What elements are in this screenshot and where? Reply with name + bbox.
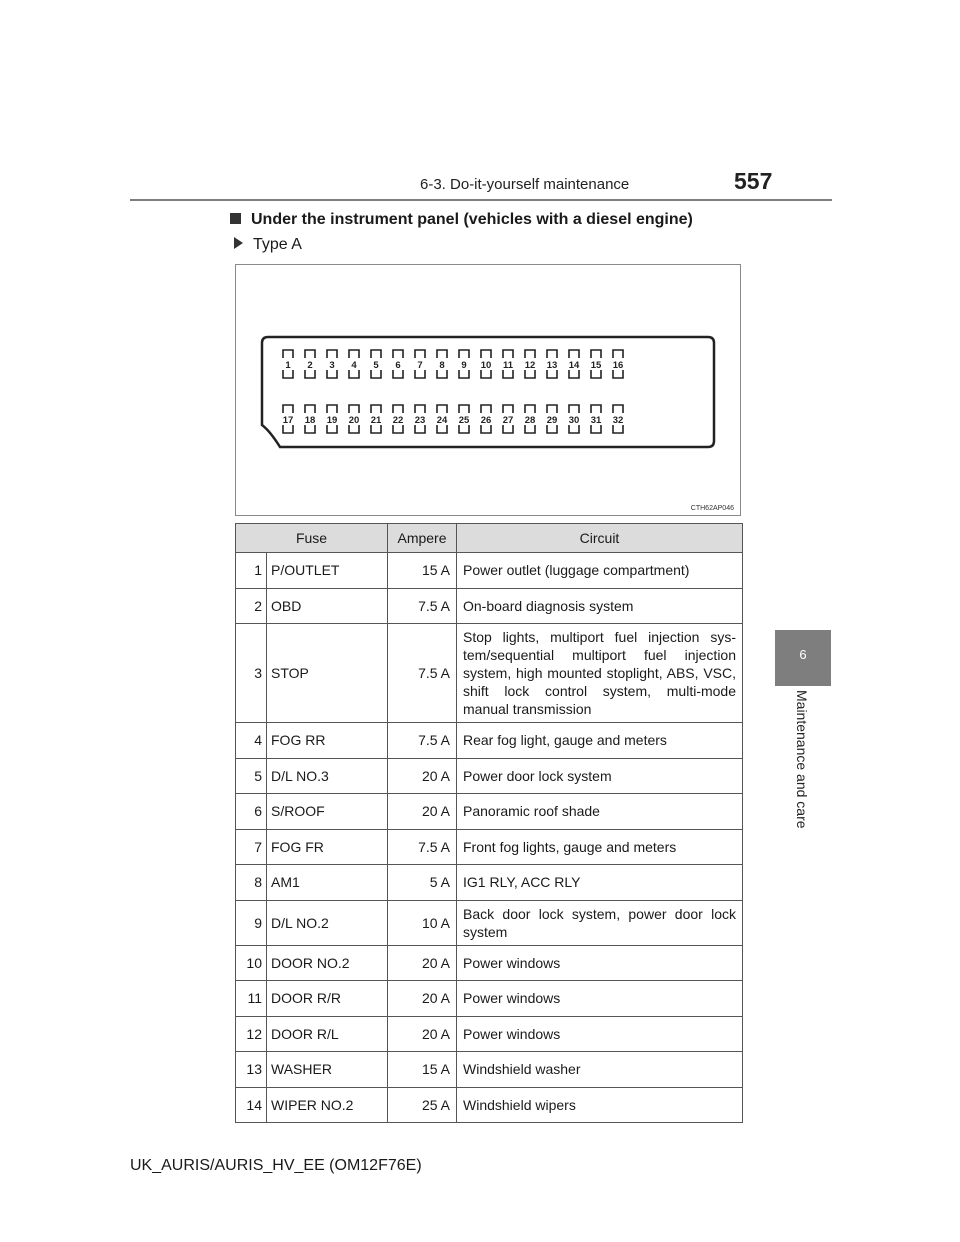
fuse-slot-bottom	[349, 370, 359, 378]
fuse-circuit: Power outlet (luggage compartment)	[457, 553, 743, 589]
fuse-slot-top	[613, 405, 623, 413]
fuse-slot-number: 18	[304, 415, 316, 426]
subheading	[234, 236, 302, 254]
fuse-slot-top	[371, 350, 381, 358]
fuse-slot-top	[613, 350, 623, 358]
section-heading	[230, 211, 693, 229]
fuse-slot-top	[305, 350, 315, 358]
fuse-slot	[525, 350, 536, 378]
fuse-name: FOG FR	[267, 829, 388, 865]
header-ampere: Ampere	[388, 524, 457, 553]
section-heading-text: Under the instrument panel (vehicles with a diesel engine)	[251, 211, 693, 228]
fuse-slot	[283, 350, 293, 378]
table-row	[236, 1016, 743, 1052]
fuse-slot-bottom	[393, 425, 403, 433]
fuse-number: 14	[236, 1087, 267, 1123]
table-row	[236, 553, 743, 589]
fuse-slot-bottom	[371, 370, 381, 378]
fuse-slot	[283, 405, 294, 433]
fuse-name: OBD	[267, 588, 388, 624]
fuse-name: WIPER NO.2	[267, 1087, 388, 1123]
fuse-slot-number: 30	[568, 415, 580, 426]
fuse-slot-number: 26	[480, 415, 492, 426]
header-circuit: Circuit	[457, 524, 743, 553]
fuse-slot-number: 7	[417, 360, 423, 371]
fuse-slot-top	[591, 350, 601, 358]
fuse-circuit: Rear fog light, gauge and meters	[457, 723, 743, 759]
fuse-slot	[437, 350, 447, 378]
fuse-slot-number: 22	[392, 415, 404, 426]
fuse-slot-bottom	[371, 425, 381, 433]
fuse-slot-bottom	[481, 425, 491, 433]
fuse-slot-number: 5	[373, 360, 379, 371]
fuse-number: 9	[236, 900, 267, 945]
fuse-number: 12	[236, 1016, 267, 1052]
fuse-slot-bottom	[525, 425, 535, 433]
fuse-number: 10	[236, 945, 267, 981]
fuse-slot-top	[437, 350, 447, 358]
fuse-slot-bottom	[591, 370, 601, 378]
fuse-slot-top	[503, 405, 513, 413]
fuse-slot-top	[547, 350, 557, 358]
fuse-slot-top	[459, 350, 469, 358]
header-rule	[130, 199, 832, 201]
fuse-slot-top	[327, 405, 337, 413]
fuse-slot-top	[481, 405, 491, 413]
fuse-slot-top	[437, 405, 447, 413]
fuse-slot	[459, 350, 469, 378]
fuse-slot	[349, 405, 360, 433]
fuse-slot-bottom	[327, 370, 337, 378]
table-row	[236, 624, 743, 723]
fuse-slot	[415, 405, 426, 433]
fuse-slot-number: 13	[546, 360, 558, 371]
fuse-slot	[415, 350, 425, 378]
fuse-ampere: 20 A	[388, 945, 457, 981]
fuse-slot	[327, 350, 337, 378]
table-row	[236, 981, 743, 1017]
fuse-row-1	[283, 350, 623, 378]
fuse-slot	[305, 405, 316, 433]
fuse-circuit: Power windows	[457, 1016, 743, 1052]
fuse-slot-bottom	[459, 370, 469, 378]
fuse-slot-number: 11	[502, 360, 514, 371]
fuse-slot-number: 17	[282, 415, 294, 426]
fuse-number: 11	[236, 981, 267, 1017]
fuse-slot-bottom	[591, 425, 601, 433]
fuse-slot-number: 25	[458, 415, 470, 426]
fuse-slot-number: 6	[395, 360, 401, 371]
fuse-slot-number: 32	[612, 415, 624, 426]
fuse-slot	[503, 350, 514, 378]
side-tab-label: Maintenance and care	[794, 690, 810, 829]
fuse-slot-bottom	[503, 425, 513, 433]
fuse-slot	[503, 405, 514, 433]
fuse-name: DOOR NO.2	[267, 945, 388, 981]
fuse-circuit: Power windows	[457, 945, 743, 981]
fuse-ampere: 15 A	[388, 553, 457, 589]
fuse-slot-top	[547, 405, 557, 413]
fuse-name: STOP	[267, 624, 388, 723]
fuse-slot-bottom	[613, 425, 623, 433]
fuse-name: DOOR R/L	[267, 1016, 388, 1052]
fuse-slot	[547, 405, 558, 433]
fuse-name: WASHER	[267, 1052, 388, 1088]
fuse-circuit: On-board diagnosis system	[457, 588, 743, 624]
fuse-slot-number: 3	[329, 360, 335, 371]
fuse-slot-bottom	[613, 370, 623, 378]
fuse-slot-top	[459, 405, 469, 413]
fuse-ampere: 20 A	[388, 758, 457, 794]
side-tab: 6	[775, 630, 831, 686]
fuse-slot-bottom	[305, 370, 315, 378]
fuse-number: 6	[236, 794, 267, 830]
table-row	[236, 829, 743, 865]
fuse-slot-top	[569, 350, 579, 358]
fuse-ampere: 20 A	[388, 981, 457, 1017]
fuse-slot-bottom	[305, 425, 315, 433]
fuse-number: 5	[236, 758, 267, 794]
fuse-table	[235, 523, 743, 1123]
fuse-slot-bottom	[283, 425, 293, 433]
subheading-text: Type A	[253, 236, 302, 253]
fuse-slot-bottom	[547, 425, 557, 433]
fuse-slot	[613, 405, 624, 433]
fuse-ampere: 7.5 A	[388, 588, 457, 624]
fuse-ampere: 7.5 A	[388, 723, 457, 759]
fuse-slot	[437, 405, 448, 433]
fuse-slot-bottom	[503, 370, 513, 378]
fuse-slot-number: 2	[307, 360, 313, 371]
fuse-number: 8	[236, 865, 267, 901]
fuse-name: S/ROOF	[267, 794, 388, 830]
fuse-slot-bottom	[327, 425, 337, 433]
fuse-slot-top	[525, 350, 535, 358]
fuse-slot-bottom	[569, 370, 579, 378]
fuse-circuit: Windshield washer	[457, 1052, 743, 1088]
table-row	[236, 1052, 743, 1088]
fuse-circuit: Windshield wipers	[457, 1087, 743, 1123]
fuse-slot-bottom	[415, 425, 425, 433]
table-row	[236, 865, 743, 901]
fuse-table-body	[236, 553, 743, 1123]
fuse-slot	[525, 405, 536, 433]
fuse-slot-top	[415, 405, 425, 413]
fuse-slot	[393, 350, 403, 378]
fuse-ampere: 15 A	[388, 1052, 457, 1088]
fuse-slot-number: 21	[370, 415, 382, 426]
header-section-title: 6-3. Do-it-yourself maintenance	[420, 176, 630, 193]
fuse-circuit: Front fog lights, gauge and meters	[457, 829, 743, 865]
fuse-slot-top	[415, 350, 425, 358]
fuse-box-svg	[236, 265, 742, 517]
fuse-slot-top	[393, 350, 403, 358]
fuse-slot-number: 20	[348, 415, 360, 426]
fuse-slot-bottom	[437, 425, 447, 433]
fuse-slot-bottom	[283, 370, 293, 378]
fuse-slot-number: 1	[285, 360, 291, 371]
fuse-slot	[613, 350, 624, 378]
fuse-number: 4	[236, 723, 267, 759]
fuse-slot-top	[591, 405, 601, 413]
header-fuse: Fuse	[236, 524, 388, 553]
fuse-circuit: IG1 RLY, ACC RLY	[457, 865, 743, 901]
fuse-slot-top	[283, 350, 293, 358]
fuse-box-diagram	[235, 264, 741, 516]
fuse-slot-bottom	[415, 370, 425, 378]
fuse-slot-bottom	[569, 425, 579, 433]
fuse-number: 1	[236, 553, 267, 589]
fuse-slot-number: 16	[612, 360, 624, 371]
table-row	[236, 723, 743, 759]
fuse-slot-number: 10	[480, 360, 492, 371]
fuse-name: D/L NO.2	[267, 900, 388, 945]
fuse-slot-top	[393, 405, 403, 413]
fuse-slot	[305, 350, 315, 378]
fuse-box-outline	[262, 337, 714, 447]
fuse-name: P/OUTLET	[267, 553, 388, 589]
fuse-slot-number: 29	[546, 415, 558, 426]
fuse-circuit: Stop lights, multiport fuel injection sys-tem/sequential multiport fuel injection system, high mounted stoplight, ABS, VSC, shift lock control system, multi-mode manual transmission	[457, 624, 743, 723]
fuse-slot	[569, 405, 580, 433]
fuse-name: AM1	[267, 865, 388, 901]
page-number: 557	[734, 168, 773, 194]
fuse-slot	[349, 350, 359, 378]
fuse-number: 3	[236, 624, 267, 723]
fuse-slot	[393, 405, 404, 433]
table-row	[236, 588, 743, 624]
fuse-row-2	[283, 405, 624, 433]
fuse-slot-number: 9	[461, 360, 467, 371]
fuse-slot-bottom	[459, 425, 469, 433]
fuse-circuit: Power windows	[457, 981, 743, 1017]
fuse-slot-top	[525, 405, 535, 413]
footer-model-code: UK_AURIS/AURIS_HV_EE (OM12F76E)	[130, 1157, 422, 1174]
table-header-row	[236, 524, 743, 553]
fuse-slot-number: 24	[436, 415, 448, 426]
fuse-ampere: 20 A	[388, 1016, 457, 1052]
fuse-number: 7	[236, 829, 267, 865]
fuse-slot-number: 4	[351, 360, 357, 371]
fuse-slot-number: 19	[326, 415, 338, 426]
table-row	[236, 1087, 743, 1123]
fuse-slot-number: 31	[590, 415, 602, 426]
diagram-code: CTH62AP046	[690, 505, 734, 512]
fuse-slot-bottom	[349, 425, 359, 433]
fuse-slot-bottom	[481, 370, 491, 378]
fuse-ampere: 25 A	[388, 1087, 457, 1123]
fuse-slot-top	[371, 405, 381, 413]
fuse-slot	[481, 405, 492, 433]
fuse-slot-number: 15	[590, 360, 602, 371]
fuse-name: FOG RR	[267, 723, 388, 759]
fuse-slot-number: 14	[568, 360, 580, 371]
fuse-slot-bottom	[437, 370, 447, 378]
fuse-slot-bottom	[393, 370, 403, 378]
fuse-name: D/L NO.3	[267, 758, 388, 794]
fuse-slot-top	[283, 405, 293, 413]
fuse-slot	[327, 405, 338, 433]
fuse-slot	[371, 350, 381, 378]
fuse-slot-top	[569, 405, 579, 413]
fuse-slot	[591, 405, 602, 433]
fuse-slot	[569, 350, 580, 378]
table-row	[236, 794, 743, 830]
fuse-slot-number: 8	[439, 360, 445, 371]
fuse-ampere: 7.5 A	[388, 624, 457, 723]
fuse-circuit: Power door lock system	[457, 758, 743, 794]
fuse-ampere: 20 A	[388, 794, 457, 830]
fuse-slot	[591, 350, 602, 378]
fuse-slot	[547, 350, 558, 378]
fuse-slot-number: 28	[524, 415, 536, 426]
fuse-slot-bottom	[525, 370, 535, 378]
fuse-slot-number: 12	[524, 360, 536, 371]
fuse-slot-number: 23	[414, 415, 426, 426]
fuse-slot-top	[503, 350, 513, 358]
table-row	[236, 900, 743, 945]
fuse-slot-top	[327, 350, 337, 358]
fuse-ampere: 5 A	[388, 865, 457, 901]
fuse-slot-top	[481, 350, 491, 358]
table-row	[236, 945, 743, 981]
fuse-name: DOOR R/R	[267, 981, 388, 1017]
table-row	[236, 758, 743, 794]
fuse-slot-top	[305, 405, 315, 413]
fuse-slot	[459, 405, 470, 433]
fuse-circuit: Back door lock system, power door lock system	[457, 900, 743, 945]
fuse-slot-bottom	[547, 370, 557, 378]
fuse-ampere: 7.5 A	[388, 829, 457, 865]
fuse-slot	[371, 405, 382, 433]
square-bullet-icon	[230, 213, 241, 224]
fuse-ampere: 10 A	[388, 900, 457, 945]
fuse-slot-top	[349, 350, 359, 358]
fuse-circuit: Panoramic roof shade	[457, 794, 743, 830]
fuse-slot	[481, 350, 492, 378]
fuse-number: 2	[236, 588, 267, 624]
fuse-slot-top	[349, 405, 359, 413]
triangle-bullet-icon	[234, 237, 243, 249]
fuse-slot-number: 27	[502, 415, 514, 426]
fuse-number: 13	[236, 1052, 267, 1088]
